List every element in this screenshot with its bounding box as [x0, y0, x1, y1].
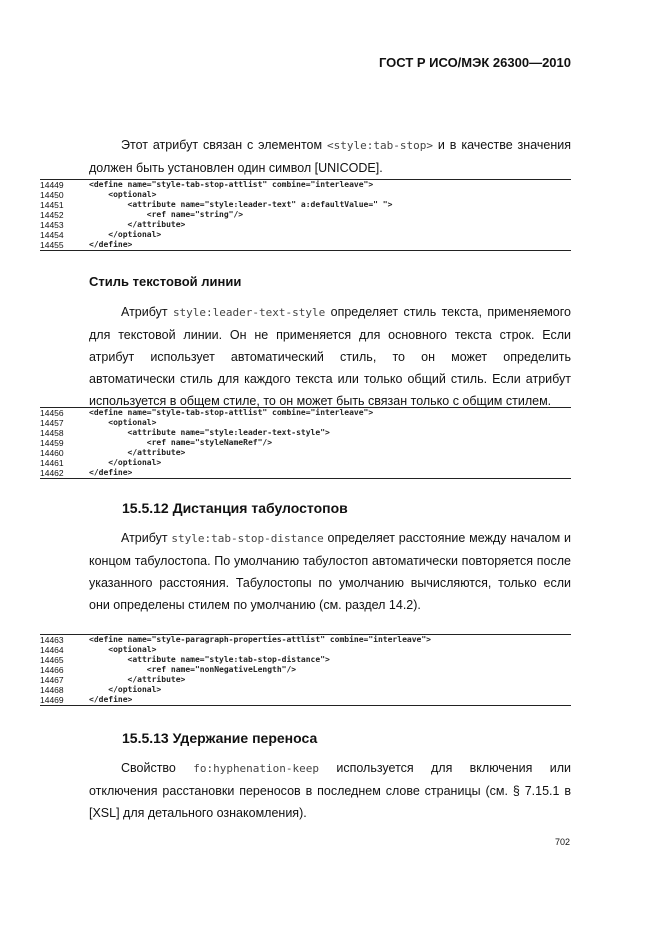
line-number: 14463: [40, 635, 64, 645]
code-text: <optional>: [89, 418, 157, 427]
line-number: 14466: [40, 665, 64, 675]
paragraph-text: используется для включения или отключения расстановки переносов в последнем слове страницы (см. § 7.15.1 в [XSL] для детального ознакомления).: [89, 761, 571, 820]
line-number: 14460: [40, 448, 64, 458]
code-text: </optional>: [89, 685, 162, 694]
line-number: 14461: [40, 458, 64, 468]
code-text: <define name="style-tab-stop-attlist" combine="interleave">: [89, 180, 374, 189]
code-text: </attribute>: [89, 448, 186, 457]
line-number: 14465: [40, 655, 64, 665]
code-line: [40, 655, 571, 665]
line-number: 14451: [40, 200, 64, 210]
code-line: [40, 468, 571, 478]
line-number: 14468: [40, 685, 64, 695]
line-number: 14462: [40, 468, 64, 478]
code-text: </optional>: [89, 458, 162, 467]
code-line: [40, 418, 571, 428]
code-text: </attribute>: [89, 220, 186, 229]
paragraph-text: Атрибут: [121, 531, 172, 545]
code-text: <ref name="string"/>: [89, 210, 244, 219]
code-text: </define>: [89, 695, 133, 704]
page-number: 702: [555, 837, 571, 847]
line-number: 14459: [40, 438, 64, 448]
inline-code: style:leader-text-style: [172, 306, 326, 319]
code-line: [40, 210, 571, 220]
code-text: <attribute name="style:leader-text" a:defaultValue=" ">: [89, 200, 393, 209]
paragraph-text: определяет расстояние между началом и концом табулостопа. По умолчанию табулостоп автоматически повторяется после указанного расстояния. Табулостопы по умолчанию вычисляются, только если они определены стилем по умолчанию (см. раздел 14.2).: [89, 531, 571, 612]
code-listing: [40, 634, 571, 706]
code-line: [40, 200, 571, 210]
code-line: [40, 685, 571, 695]
paragraph-leader-text-style: [89, 301, 571, 412]
code-text: <attribute name="style:leader-text-style">: [89, 428, 330, 437]
code-line: [40, 438, 571, 448]
code-text: <optional>: [89, 645, 157, 654]
paragraph-text: определяет стиль текста, применяемого для текстовой линии. Он не применяется для основного текста строк. Если атрибут использует автоматический стиль, то он может определить автоматически стиль для каждого текста или только общий стиль. Если атрибут используется в общем стиле, то он может быть связан только с общим стилем.: [89, 305, 571, 408]
code-text: <attribute name="style:tab-stop-distance">: [89, 655, 330, 664]
paragraph-text: Атрибут: [121, 305, 173, 319]
code-line: [40, 458, 571, 468]
section-heading: 15.5.13 Удержание переноса: [122, 730, 318, 746]
code-text: </define>: [89, 240, 133, 249]
code-line: [40, 190, 571, 200]
line-number: 14469: [40, 695, 64, 705]
paragraph-tab-stop-distance: [89, 527, 571, 616]
line-number: 14464: [40, 645, 64, 655]
code-text: </define>: [89, 468, 133, 477]
code-line: [40, 645, 571, 655]
page-header: ГОСТ Р ИСО/МЭК 26300—2010: [378, 55, 571, 70]
code-line: [40, 240, 571, 250]
paragraph-text: и в качестве значения должен быть установлен один символ [UNICODE].: [89, 138, 571, 175]
line-number: 14449: [40, 180, 64, 190]
code-line: [40, 408, 571, 418]
line-number: 14457: [40, 418, 64, 428]
code-text: </attribute>: [89, 675, 186, 684]
paragraph-text: Свойство: [121, 761, 194, 775]
code-text: <define name="style-tab-stop-attlist" combine="interleave">: [89, 408, 374, 417]
code-text: <ref name="nonNegativeLength"/>: [89, 665, 297, 674]
paragraph-text: Этот атрибут связан с элементом: [121, 138, 328, 152]
inline-code: <style:tab-stop>: [327, 139, 433, 152]
line-number: 14455: [40, 240, 64, 250]
code-line: [40, 665, 571, 675]
code-text: <optional>: [89, 190, 157, 199]
code-line: [40, 675, 571, 685]
line-number: 14454: [40, 230, 64, 240]
code-line: [40, 220, 571, 230]
code-line: [40, 695, 571, 705]
code-line: [40, 448, 571, 458]
line-number: 14456: [40, 408, 64, 418]
code-text: <ref name="styleNameRef"/>: [89, 438, 273, 447]
section-heading: Стиль текстовой линии: [89, 274, 242, 289]
line-number: 14458: [40, 428, 64, 438]
code-line: [40, 428, 571, 438]
code-line: [40, 635, 571, 645]
code-line: [40, 230, 571, 240]
paragraph-hyphenation-keep: [89, 757, 571, 824]
paragraph-tab-stop-char: [89, 134, 571, 179]
line-number: 14453: [40, 220, 64, 230]
section-heading: 15.5.12 Дистанция табулостопов: [122, 500, 348, 516]
inline-code: fo:hyphenation-keep: [193, 762, 320, 775]
line-number: 14467: [40, 675, 64, 685]
code-line: [40, 180, 571, 190]
line-number: 14452: [40, 210, 64, 220]
code-listing: [40, 179, 571, 251]
line-number: 14450: [40, 190, 64, 200]
code-listing: [40, 407, 571, 479]
code-text: <define name="style-paragraph-properties-attlist" combine="interleave">: [89, 635, 431, 644]
code-text: </optional>: [89, 230, 162, 239]
inline-code: style:tab-stop-distance: [171, 532, 324, 545]
